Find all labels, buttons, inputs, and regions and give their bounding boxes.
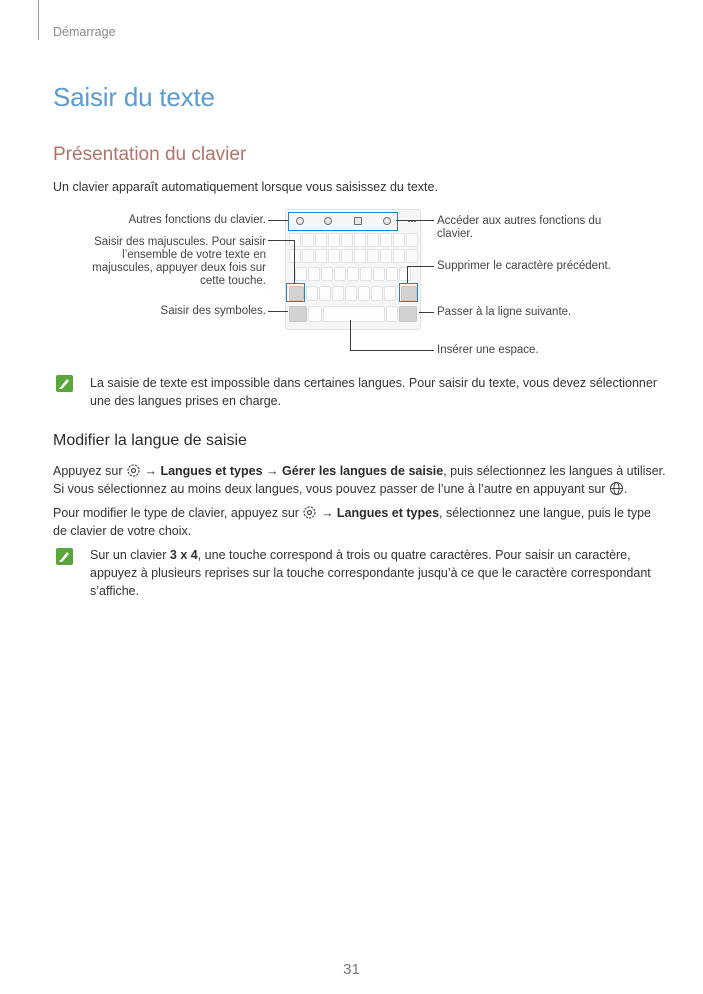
- space-key: [323, 306, 385, 322]
- globe-icon: [609, 481, 624, 496]
- callout-enter: Passer à la ligne suivante.: [437, 306, 572, 318]
- chapter-label: Démarrage: [53, 25, 116, 39]
- note-icon: [55, 374, 74, 393]
- callout-space: Insérer une espace.: [437, 344, 539, 356]
- settings-icon: [302, 505, 317, 520]
- page-number: 31: [343, 961, 360, 978]
- paragraph-keyboard-type: Pour modifier le type de clavier, appuyez sur → Langues et types, sélectionnez une langue, puis le type de clavier de votre choix.: [53, 506, 651, 538]
- highlight-backspace: [399, 283, 418, 302]
- paragraph-language-settings: Appuyez sur → Langues et types → Gérer les langues de saisie, puis sélectionnez les langues à utiliser. Si vous sélectionnez au moins deux langues, vous pouvez passer de l’une à l’autre en appuyant sur .: [53, 464, 666, 496]
- enter-icon: [399, 306, 417, 322]
- callout-more-functions: Accéder aux autres fonctions du clavier.: [437, 215, 602, 240]
- note-icon: [55, 547, 74, 566]
- section-heading-keyboard: Présentation du clavier: [53, 144, 247, 165]
- highlight-toolbar: [288, 212, 398, 231]
- section-heading-input-language: Modifier la langue de saisie: [53, 432, 247, 449]
- symbols-key: [289, 306, 307, 322]
- page-title: Saisir du texte: [53, 82, 215, 112]
- callout-backspace: Supprimer le caractère précédent.: [437, 260, 611, 272]
- callout-shift: Saisir des majuscules. Pour saisir l’ensemble de votre texte en majuscules, appuyer deux fois sur cette touche.: [92, 236, 266, 287]
- note-unsupported-languages: La saisie de texte est impossible dans certaines langues. Pour saisir du texte, vous devez sélectionner une des langues prises en charge.: [90, 376, 657, 408]
- note-3x4-keyboard: Sur un clavier 3 x 4, une touche correspond à trois ou quatre caractères. Pour saisir un caractère, appuyez à plusieurs reprises sur la touche correspondante jusqu’à ce que le caractère correspondant s’affiche.: [90, 548, 651, 598]
- settings-icon: [126, 463, 141, 478]
- callout-symbols: Saisir des symboles.: [160, 305, 266, 317]
- intro-text: Un clavier apparaît automatiquement lorsque vous saisissez du texte.: [53, 180, 438, 194]
- callout-other-functions: Autres fonctions du clavier.: [128, 214, 266, 226]
- highlight-shift: [286, 283, 305, 302]
